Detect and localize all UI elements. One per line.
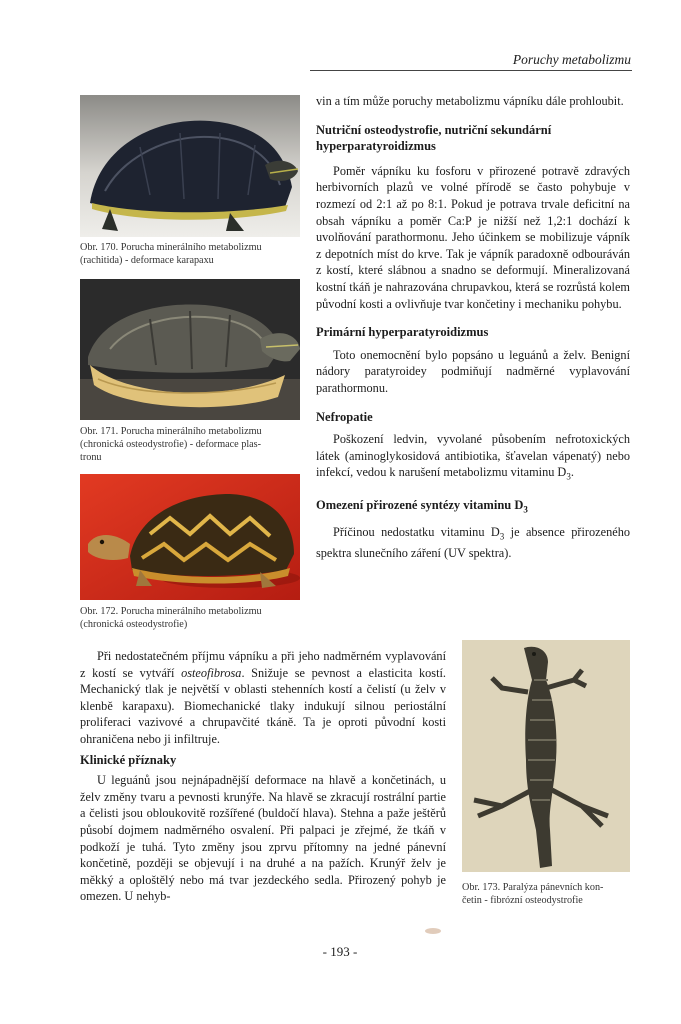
- ink-smudge: [425, 928, 441, 934]
- figure-173-photo: [462, 640, 630, 872]
- text-run: Poškození ledvin, vyvolané působením nefrotoxických látek (aminoglykosidová antibiotika, šťavelan vápenatý) nebo infekcí, vedou k narušení metabolizmu vitaminu D: [316, 432, 630, 480]
- caption-line: Obr. 170. Porucha minerálního metabolizmu: [80, 242, 262, 253]
- subscript: 3: [499, 531, 505, 542]
- section-heading-primarni: Primární hyperparatyroidizmus: [316, 325, 489, 340]
- figure-172-caption: [80, 605, 300, 631]
- italic-term: osteofibrosa: [181, 665, 242, 680]
- paragraph-vitamin-d: [316, 524, 630, 562]
- page-number: - 193 -: [322, 944, 358, 959]
- intro-paragraph: vin a tím může poruchy metabolizmu vápníku dále prohloubit.: [316, 94, 624, 108]
- section-heading-klinicke: Klinické příznaky: [80, 752, 177, 767]
- caption-line: četin - fibrózní osteodystrofie: [462, 895, 583, 906]
- lower-text: [80, 648, 446, 905]
- figure-172-photo: [80, 474, 300, 600]
- paragraph-osteofibrosa: [80, 648, 446, 748]
- paragraph-nutricni: Poměr vápníku ku fosforu v přirozené potravě zdravých herbivorních plazů ve volné přírodě se často pohybuje v rozmezí od 2:1 až po 8:1. Pokud je potrava trvale deficitní na obsah vápníku a poměr Ca:P je nižší než 1,2:1 dochází k uvolňování parathormonu. Jeho účinkem se mobilizuje vápník z depotních míst do krve. Tak je vápník paradoxně odbouráván z kostí, které slábnou a snadno se deformují. Mineralizovaná kostní tkáň je nahrazována chrupavkou, která se rozrůstá kolem původní kosti a ovlivňuje tvar končetiny i mechaniku pohybu.: [316, 163, 630, 311]
- figure-171-caption: [80, 425, 300, 464]
- paragraph-nefropatie: [316, 431, 630, 485]
- section-heading-vitamin-d: [316, 497, 630, 518]
- figure-170-caption: [80, 241, 300, 267]
- caption-line: Obr. 173. Paralýza pánevních kon-: [462, 882, 604, 893]
- caption-line: tronu: [80, 452, 102, 463]
- subscript: 3: [566, 471, 571, 482]
- heading-text: Omezení přirozené syntézy vitaminu D: [316, 498, 524, 513]
- text-run: .: [570, 465, 574, 480]
- text-run: je absence přirozeného spektra slunečního záření (UV spektra).: [316, 525, 630, 561]
- caption-line: (chronická osteodystrofie): [80, 619, 188, 630]
- header-rule: [310, 70, 632, 71]
- running-head: Poruchy metabolizmu: [512, 52, 631, 67]
- paragraph-primarni: Toto onemocnění bylo popsáno u leguánů a želv. Benigní nádory paratyroidey podmiňují nadměrné vyplavování parathormonu.: [316, 347, 630, 395]
- figure-173-caption: [462, 881, 630, 907]
- caption-line: (chronická osteodystrofie) - deformace plas-: [80, 439, 262, 450]
- text-run: . Snižuje se pevnost a elasticita kostí. Mechanický tlak je největší v oblasti stehenních kostí a čelistí (u želv v klenbě karapaxu). Biomechanické tlaky indukují silnou periostální proliferaci vazivové a chrupavčité tkáně. Ta je oproti původní kosti ohraničena nebo ji infiltruje.: [80, 665, 446, 746]
- caption-line: Obr. 171. Porucha minerálního metabolizmu: [80, 426, 262, 437]
- figure-170-photo: [80, 95, 300, 237]
- section-heading-nefropatie: Nefropatie: [316, 409, 373, 424]
- subscript: 3: [523, 504, 528, 515]
- caption-line: Obr. 172. Porucha minerálního metabolizmu: [80, 606, 262, 617]
- paragraph-klinicke: U leguánů jsou nejnápadnější deformace na hlavě a končetinách, u želv změny tvaru a pevnosti krunýře. Na hlavě se zkracují rostrální partie a čelisti jsou obloukovitě rozšířené (buldočí hlava). Stehna a paže ještěrů působí dojmem nadměrného osvalení. Při palpaci je zřejmé, že tkáň v podkoží je tuhá. Tyto změny jsou zprvu přítomny na jedné pánevní končetině, později se objevují i na druhé a na pažích. Krunýř želv je měkký a oploštělý nebo má tvar jezdeckého sedla. Přirozený pohyb je omezen. U nehyb-: [80, 773, 446, 904]
- section-heading-nutricni: Nutriční osteodystrofie, nutriční sekundární hyperparatyroidizmus: [316, 122, 552, 154]
- caption-line: (rachitida) - deformace karapaxu: [80, 255, 214, 266]
- text-run: Při nedostatečném příjmu vápníku a při jeho nadměrném vyplavování z kostí se vytváří: [80, 649, 446, 680]
- figure-171-photo: [80, 279, 300, 420]
- right-column: [316, 93, 630, 562]
- text-run: Příčinou nedostatku vitaminu D: [333, 525, 500, 540]
